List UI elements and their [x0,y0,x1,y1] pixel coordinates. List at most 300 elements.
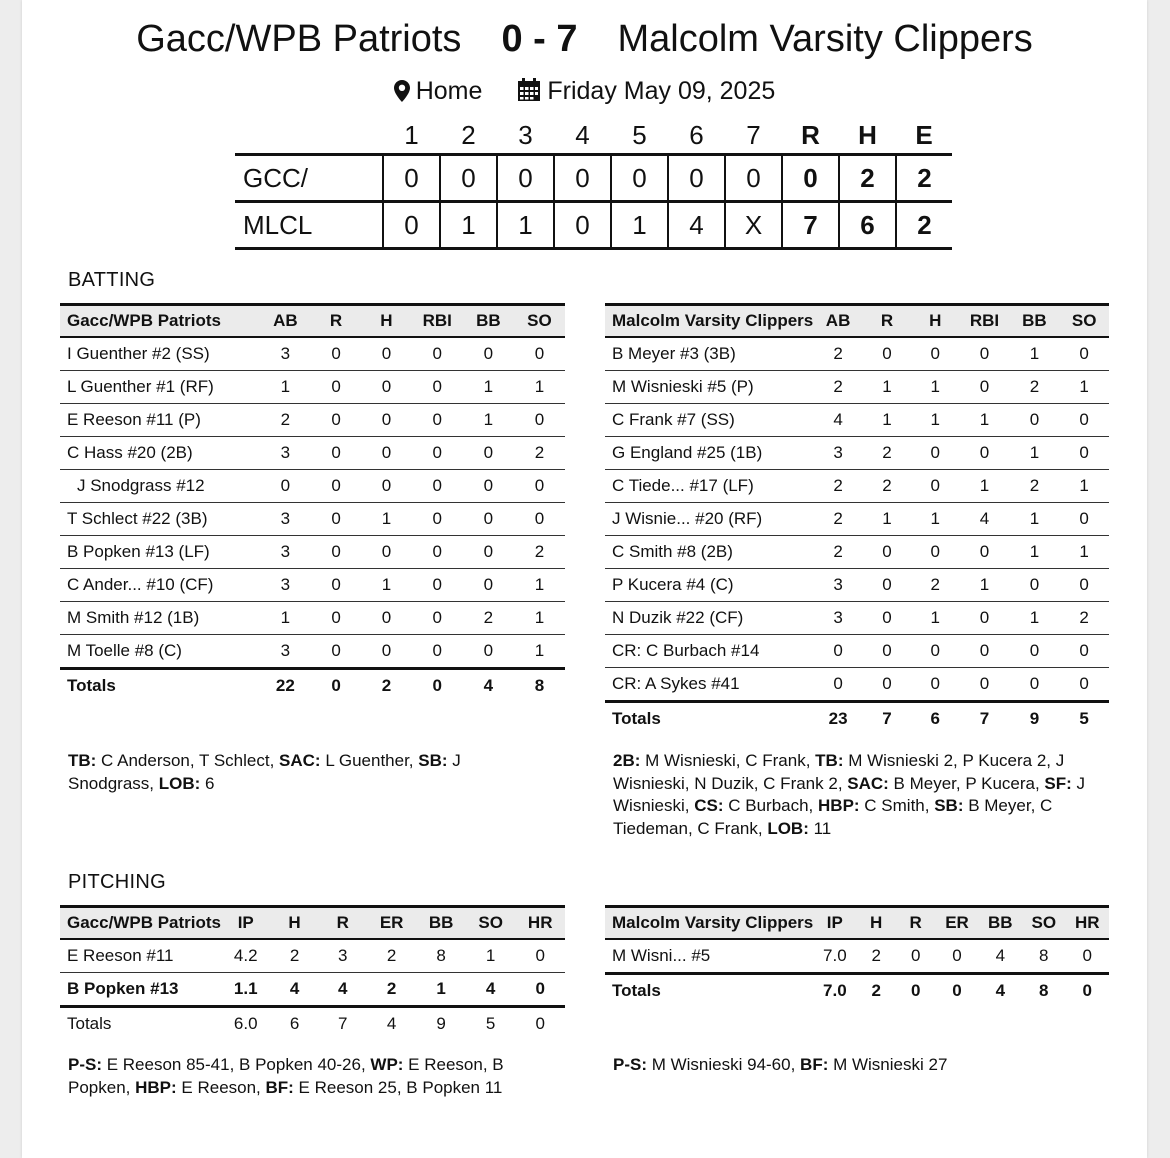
stat-cell: 1 [863,371,911,404]
stat-column-header: R [319,907,367,940]
player-row [605,536,1109,569]
note-label: HBP: [135,1077,177,1097]
stat-cell: 0 [361,337,411,371]
stat-cell: 0 [1059,569,1109,602]
player-name: E Reeson #11 [60,939,221,973]
line-score-header-h: H [858,120,877,150]
stat-cell: 0 [1059,635,1109,668]
totals-cell: 6 [289,1014,300,1033]
team-column-header: Malcolm Varsity Clippers [605,305,813,338]
stat-cell: 1 [1010,437,1060,470]
stat-cell: 1 [911,602,959,635]
stat-cell: 0 [1059,404,1109,437]
totals-cell: 9 [436,1014,446,1033]
note-label: BF: [265,1077,294,1097]
player-row [60,569,565,602]
totals-cell: 4 [463,669,514,703]
note-text: B Meyer, P Kucera, [888,773,1045,793]
line-score-cell: 7 [782,202,839,249]
stat-cell: 0 [514,404,565,437]
player-name: C Hass #20 (2B) [60,437,260,470]
line-score-cell: 0 [554,155,611,202]
stat-cell: 0 [463,536,514,569]
note-text: E Reeson, B Popken, [68,1055,504,1097]
stat-cell: 2 [367,939,416,973]
stat-cell: 0 [1010,635,1060,668]
stat-header-row [605,907,1109,940]
player-name: L Guenther #1 (RF) [60,371,260,404]
totals-label: Totals [60,669,260,703]
stat-cell: 8 [1022,939,1065,974]
line-score-cell: 6 [839,202,896,249]
stat-cell: 0 [412,371,463,404]
note-label: HBP: [818,796,860,815]
note-label: SB: [934,796,964,815]
note-label: P-S: [68,1055,102,1074]
home-pitching-table [60,905,565,1040]
line-score-header-2: 2 [461,120,476,150]
line-score-cell: 0 [497,155,554,202]
note-label: WP: [370,1055,404,1074]
stat-cell: 0 [514,503,565,536]
stat-cell: 0 [463,569,514,602]
stat-column-header: BB [416,907,466,940]
player-name: CR: A Sykes #41 [605,668,813,702]
totals-cell: 5 [485,1014,496,1033]
stat-column-header: HR [1066,907,1109,940]
stat-cell: 0 [260,470,311,503]
stat-cell: 2 [514,536,565,569]
line-score-cell: 0 [782,155,839,202]
line-score-cell: 2 [896,155,952,202]
home-batting-table [60,303,565,702]
note-text: L Guenther, [320,751,419,770]
stat-cell: 3 [260,635,311,669]
note-text: J Snodgrass, [68,751,461,793]
player-row [60,371,565,404]
stat-cell: 3 [813,602,863,635]
map-pin-icon [394,80,410,102]
player-name: N Duzik #22 (CF) [605,602,813,635]
team-column-header: Malcolm Varsity Clippers [605,907,813,940]
stat-header-row [605,305,1109,338]
stat-column-header: H [361,305,411,338]
stat-cell: 3 [319,939,367,973]
player-row [60,973,565,1007]
player-row [60,635,565,669]
stat-column-header: ER [367,907,416,940]
note-text: E Reeson 85-41, B Popken 40-26, [102,1055,371,1074]
stat-cell: 2 [813,503,863,536]
stat-cell: 2 [856,939,896,974]
date-info [517,77,775,106]
stat-cell: 4 [466,973,516,1007]
note-label: LOB: [767,818,809,838]
note-text: M Wisnieski 2, P Kucera 2, J Wisnieski, N Duzik, C Frank 2, [613,751,1065,793]
player-name: T Schlect #22 (3B) [60,503,260,536]
note-label: LOB: [158,773,201,793]
stat-cell: 1 [463,404,514,437]
stat-column-header: ER [935,907,978,940]
stat-cell: 1 [466,939,516,973]
player-row [60,503,565,536]
totals-cell: 0 [535,1014,545,1033]
line-score-header-1: 1 [404,120,419,150]
stat-cell: 0 [412,404,463,437]
stat-cell: 0 [863,602,911,635]
stat-cell: 0 [412,337,463,371]
stat-cell: 0 [463,635,514,669]
line-score-header-6: 6 [689,120,704,150]
player-row [605,437,1109,470]
stat-header-row [60,305,565,338]
stat-cell: 3 [260,437,311,470]
totals-cell: 8 [1022,974,1065,1008]
stat-cell: 0 [1059,437,1109,470]
stat-cell: 1 [1010,602,1060,635]
stat-cell: 3 [813,437,863,470]
note-label: SB: [418,751,448,770]
stat-column-header: BB [1010,305,1060,338]
date-text: Friday May 09, 2025 [547,76,776,105]
stat-cell: 1 [1010,536,1060,569]
player-row [60,536,565,569]
stat-cell: 2 [813,371,863,404]
player-row [605,404,1109,437]
note-text: C Burbach, [723,796,819,815]
stat-cell: 0 [361,437,411,470]
stat-column-header: SO [1059,305,1109,338]
totals-cell: 0 [311,669,361,703]
stat-cell: 0 [463,337,514,371]
player-name: B Meyer #3 (3B) [605,337,813,371]
stat-cell: 0 [361,470,411,503]
player-name: J Wisnie... #20 (RF) [605,503,813,536]
note-text: E Reeson, [176,1077,266,1097]
stat-column-header: SO [1022,907,1065,940]
away-pitching-table [605,905,1109,1007]
totals-cell: 7 [959,702,1009,736]
stat-cell: 0 [311,569,361,602]
stat-cell: 0 [361,404,411,437]
totals-row [605,974,1109,1008]
stat-cell: 4 [979,939,1022,974]
player-name: I Guenther #2 (SS) [60,337,260,371]
line-score-cell: 1 [497,202,554,249]
stat-cell: 0 [1066,939,1109,974]
note-label: BF: [800,1055,829,1074]
stat-cell: 1 [514,569,565,602]
stat-cell: 4 [813,404,863,437]
note-text: M Wisnieski 94-60, [647,1055,801,1074]
stat-cell: 1 [260,602,311,635]
totals-cell: 0 [896,974,936,1008]
stat-cell: 2 [367,973,416,1007]
stat-cell: 0 [1010,668,1060,702]
note-text: C Anderson, T Schlect, [96,751,280,770]
line-score-cell: 0 [383,202,440,249]
stat-cell: 4 [270,973,318,1007]
stat-cell: 0 [911,337,959,371]
stat-column-header: R [311,305,361,338]
player-row [60,939,565,973]
totals-row [60,1007,565,1041]
line-score-cell: X [725,202,782,249]
stat-cell: 1 [911,404,959,437]
player-row [605,602,1109,635]
note-text: 11 [808,818,832,838]
stat-cell: 0 [514,337,565,371]
stat-cell: 0 [311,404,361,437]
note-text: C Smith, [859,796,935,815]
note-label: P-S: [613,1055,647,1074]
stat-cell: 1 [514,371,565,404]
stat-cell: 3 [260,536,311,569]
stat-column-header: R [896,907,936,940]
stat-cell: 2 [463,602,514,635]
stat-column-header: IP [221,907,270,940]
line-score-cell: 0 [383,155,440,202]
stat-cell: 0 [412,503,463,536]
box-score-page [22,0,1147,1158]
player-name: B Popken #13 (LF) [60,536,260,569]
line-score-header-r: R [801,120,820,150]
line-score-header-3: 3 [518,120,533,150]
stat-cell: 0 [863,668,911,702]
note-text: B Meyer, C Tiedeman, C Frank, [613,796,1053,838]
line-score-cell: 2 [896,202,952,249]
note-label: 2B: [613,751,641,770]
stat-cell: 1 [463,371,514,404]
stat-cell: 0 [1059,503,1109,536]
final-score: 0 - 7 [501,18,578,60]
stat-cell: 0 [813,635,863,668]
stat-cell: 0 [863,536,911,569]
totals-cell: 2 [856,974,896,1008]
stat-cell: 1 [416,973,466,1007]
stat-cell: 2 [1010,470,1060,503]
stat-cell: 1 [959,470,1009,503]
line-score-table [235,118,952,250]
player-row [60,437,565,470]
game-info [22,76,1147,106]
stat-column-header: SO [466,907,516,940]
totals-cell: 2 [361,669,411,703]
stat-cell: 0 [911,470,959,503]
note-text: E Reeson 25, B Popken 11 [293,1077,503,1097]
stat-cell: 1 [1059,371,1109,404]
stat-column-header: BB [979,907,1022,940]
totals-cell: 8 [514,669,565,703]
stat-cell: 0 [311,470,361,503]
stat-cell: 0 [1010,404,1060,437]
stat-cell: 0 [412,569,463,602]
stat-cell: 2 [813,536,863,569]
line-score-cell: 4 [668,202,725,249]
note-label: SF: [1044,773,1072,793]
stat-cell: 1 [863,404,911,437]
stat-column-header: IP [813,907,856,940]
line-score-header-7: 7 [746,120,761,150]
stat-cell: 2 [863,470,911,503]
away-batting-table [605,303,1109,735]
totals-cell: 7 [863,702,911,736]
stat-cell: 0 [514,470,565,503]
stat-cell: 1 [260,371,311,404]
player-row [60,470,565,503]
home-pitching-notes [68,1054,558,1099]
totals-cell: 6 [911,702,959,736]
stat-cell: 0 [863,635,911,668]
stat-cell: 0 [959,371,1009,404]
line-score-row [235,155,952,202]
line-score-team: GCC/ [243,162,308,193]
stat-cell: 3 [813,569,863,602]
totals-cell: 4 [979,974,1022,1008]
line-score-cell: 0 [668,155,725,202]
stat-cell: 1 [1010,337,1060,371]
away-pitching-notes [613,1054,1109,1077]
stat-cell: 1 [863,503,911,536]
totals-cell: 6.0 [233,1014,258,1033]
player-name: C Smith #8 (2B) [605,536,813,569]
note-label: TB: [68,751,97,770]
stat-cell: 0 [515,973,565,1007]
stat-cell: 0 [311,337,361,371]
stat-cell: 0 [959,437,1009,470]
team-column-header: Gacc/WPB Patriots [60,305,260,338]
player-name: B Popken #13 [60,973,221,1007]
line-score-row [235,202,952,249]
stat-cell: 2 [911,569,959,602]
stat-cell: 0 [311,503,361,536]
stat-column-header: H [856,907,896,940]
stat-column-header: AB [260,305,311,338]
player-name: C Ander... #10 (CF) [60,569,260,602]
note-text: 6 [200,773,215,793]
stat-cell: 0 [935,939,978,974]
location-info [394,77,483,106]
player-row [605,939,1109,974]
stat-cell: 0 [863,337,911,371]
stat-cell: 0 [463,503,514,536]
stat-column-header: AB [813,305,863,338]
stat-cell: 0 [361,536,411,569]
team-column-header: Gacc/WPB Patriots [60,907,221,940]
stat-cell: 0 [911,437,959,470]
totals-label: Totals [67,1014,112,1033]
stat-cell: 0 [813,668,863,702]
stat-cell: 3 [260,337,311,371]
player-name: M Smith #12 (1B) [60,602,260,635]
stat-cell: 0 [361,635,411,669]
stat-cell: 2 [1010,371,1060,404]
note-text: J Wisnieski, [613,773,1086,815]
totals-row [60,669,565,703]
stat-cell: 1 [959,569,1009,602]
location-text: Home [415,76,483,105]
player-row [605,668,1109,702]
line-score-header-4: 4 [575,120,590,150]
player-name: C Tiede... #17 (LF) [605,470,813,503]
stat-cell: 0 [412,635,463,669]
stat-cell: 1 [911,503,959,536]
totals-label: Totals [605,974,813,1008]
home-batting-notes [68,750,538,795]
stat-cell: 2 [1059,602,1109,635]
player-name: P Kucera #4 (C) [605,569,813,602]
player-row [605,470,1109,503]
stat-cell: 8 [416,939,466,973]
player-row [605,503,1109,536]
totals-cell: 0 [412,669,463,703]
stat-cell: 0 [412,536,463,569]
away-team-name: Malcolm Varsity Clippers [617,18,1033,60]
player-name: J Snodgrass #12 [60,470,260,503]
stat-column-header: R [863,305,911,338]
line-score-team: MLCL [243,209,313,240]
player-row [605,337,1109,371]
stat-column-header: H [911,305,959,338]
totals-cell: 23 [813,702,863,736]
player-row [605,371,1109,404]
stat-cell: 2 [260,404,311,437]
stat-cell: 1 [1059,470,1109,503]
stat-cell: 2 [514,437,565,470]
totals-cell: 9 [1010,702,1060,736]
stat-cell: 1 [959,404,1009,437]
stat-cell: 0 [896,939,936,974]
line-score-corner [235,118,383,155]
player-name: C Frank #7 (SS) [605,404,813,437]
stat-cell: 0 [911,536,959,569]
stat-cell: 2 [863,437,911,470]
stat-cell: 1 [514,602,565,635]
stat-cell: 0 [959,536,1009,569]
line-score-cell: 0 [554,202,611,249]
stat-cell: 1 [361,569,411,602]
stat-cell: 1.1 [221,973,270,1007]
pitching-section-title: PITCHING [68,871,166,893]
stat-column-header: HR [515,907,565,940]
stat-cell: 0 [311,371,361,404]
stat-header-row [60,907,565,940]
stat-cell: 0 [311,536,361,569]
stat-column-header: RBI [412,305,463,338]
player-row [60,404,565,437]
home-team-name: Gacc/WPB Patriots [136,18,462,60]
line-score-cell: 0 [725,155,782,202]
batting-section-title: BATTING [68,269,156,291]
stat-cell: 1 [1059,536,1109,569]
player-name: E Reeson #11 (P) [60,404,260,437]
totals-cell: 0 [1066,974,1109,1008]
calendar-icon [517,78,541,102]
player-row [605,635,1109,668]
totals-cell: 22 [260,669,311,703]
away-batting-notes [613,750,1109,840]
note-label: SAC: [847,773,889,793]
stat-cell: 4 [959,503,1009,536]
stat-cell: 0 [463,437,514,470]
stat-cell: 0 [311,437,361,470]
stat-cell: 0 [311,602,361,635]
note-text: M Wisnieski 27 [828,1055,948,1074]
line-score-cell: 0 [440,155,497,202]
totals-cell: 7.0 [813,974,856,1008]
stat-column-header: RBI [959,305,1009,338]
stat-column-header: SO [514,305,565,338]
